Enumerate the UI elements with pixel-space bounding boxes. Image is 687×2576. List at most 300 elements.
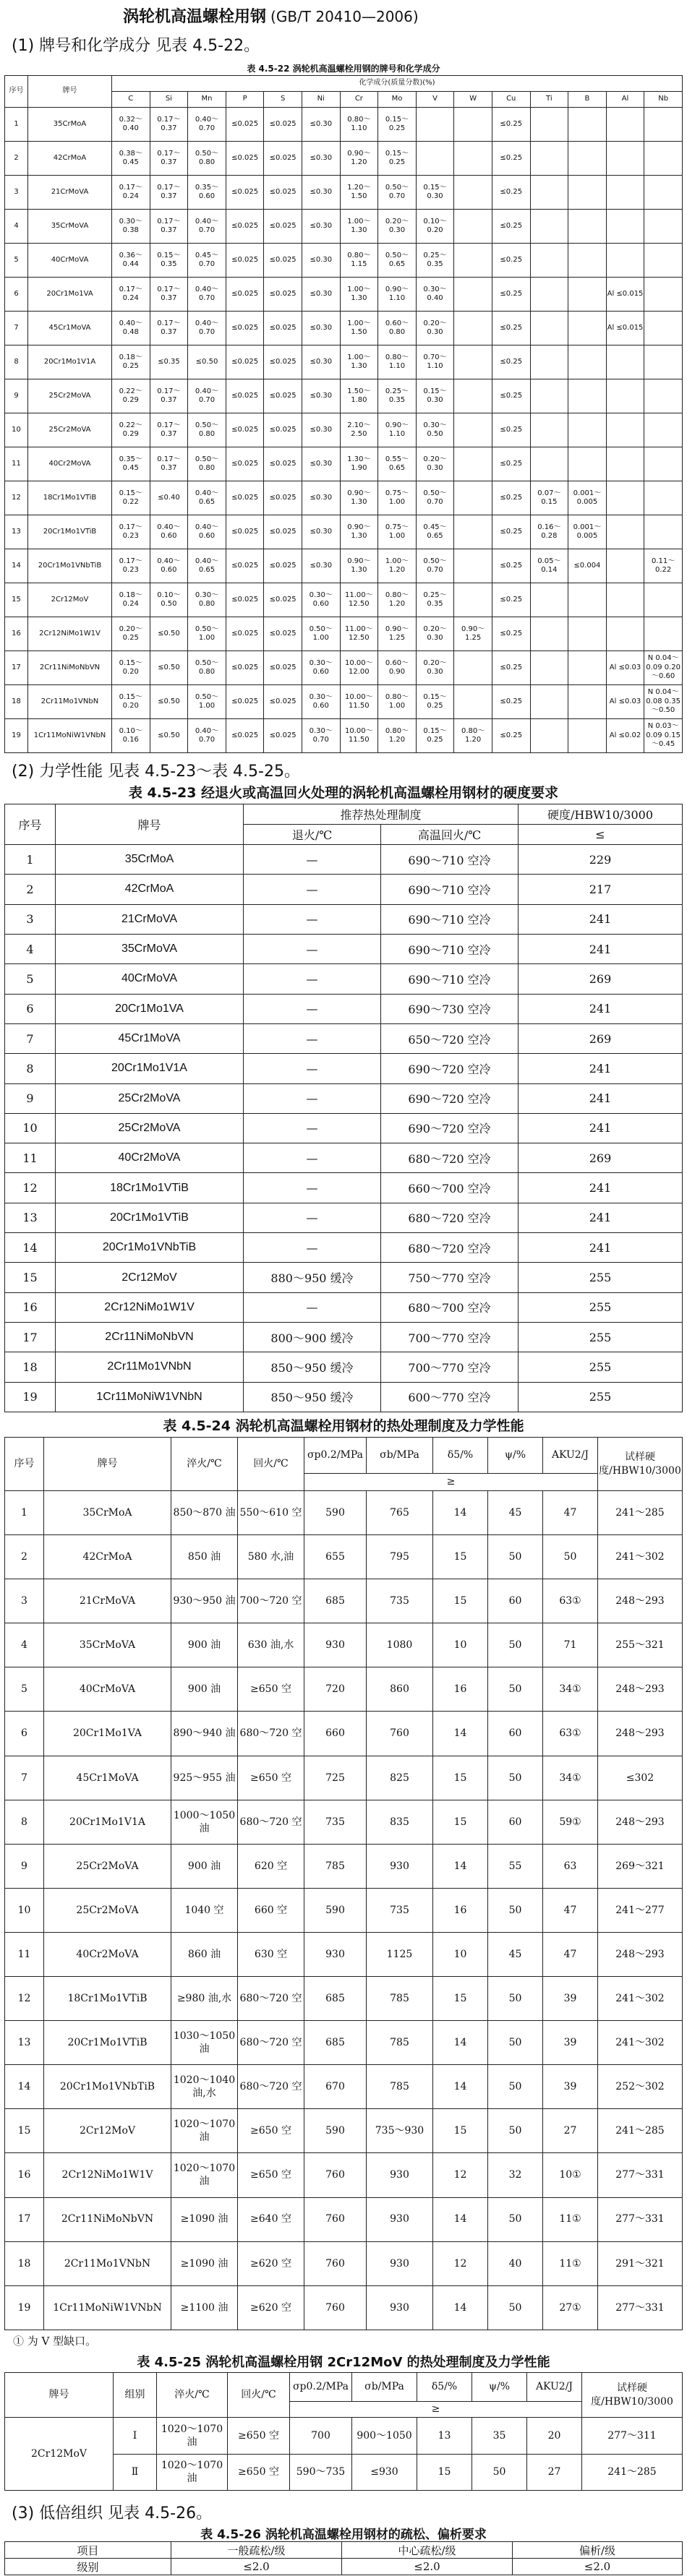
t22-cell: ≤0.25 (492, 278, 530, 312)
table-4-5-25-caption: 表 4.5-25 涡轮机高温螺栓用钢 2Cr12MoV 的热处理制度及力学性能 (137, 2355, 550, 2370)
t22-no: 2 (5, 142, 28, 176)
table-row (5, 845, 683, 875)
t24-rp: 725 (304, 1756, 367, 1800)
t22-cell: ≤0.30 (302, 108, 340, 142)
t23-hb: 241 (519, 934, 683, 963)
t25-head-group: 组别 (114, 2373, 157, 2418)
t24-z: 60 (488, 1712, 543, 1756)
t26-head-general: 一般疏松/级 (171, 2542, 342, 2559)
t22-cell: 0.75～1.00 (378, 481, 417, 515)
t22-cell: ≤0.25 (492, 244, 530, 278)
t22-cell (530, 142, 568, 176)
t25-cell: 27 (527, 2454, 582, 2491)
t23-no: 19 (5, 1382, 56, 1412)
table-row (5, 1667, 683, 1712)
table-row (5, 1800, 683, 1844)
t22-cell: ≤0.25 (492, 549, 530, 583)
t24-rm: 930 (367, 2153, 433, 2197)
t24-hb: 248～293 (598, 1667, 683, 1712)
t23-temper: 690～710 空冷 (381, 964, 519, 994)
section-2-heading: (2) 力学性能 见表 4.5-23～表 4.5-25。 (12, 763, 300, 781)
t22-cell: ≤0.30 (302, 142, 340, 176)
t22-cell: 0.20～0.30 (416, 312, 454, 345)
t22-cell: 0.80～1.20 (378, 583, 417, 617)
t22-cell: ≤0.025 (226, 549, 264, 583)
t24-grade: 35CrMoVA (44, 1623, 171, 1667)
t22-cell: ≤0.025 (226, 379, 264, 413)
t22-grade: 20Cr1Mo1VNbTiB (28, 549, 112, 583)
table-row (5, 2418, 683, 2455)
t24-aku: 50 (543, 1535, 598, 1579)
t22-cell (644, 413, 683, 447)
table-row (5, 1203, 683, 1232)
t22-cell: 0.30～0.60 (302, 685, 340, 719)
t24-q: 930～950 油 (171, 1579, 238, 1623)
t24-no: 2 (5, 1535, 44, 1579)
t24-t: 550～610 空 (238, 1491, 304, 1535)
t24-rm: 785 (367, 2065, 433, 2109)
t22-cell (568, 345, 607, 379)
table-row (5, 685, 683, 719)
t22-cell: 0.90～1.25 (454, 617, 492, 651)
t24-grade: 20Cr1Mo1VTiB (44, 2021, 171, 2065)
t22-cell (644, 108, 683, 142)
table-row (5, 1888, 683, 1932)
t24-a: 14 (433, 2285, 488, 2330)
t24-hb: 277～331 (598, 2197, 683, 2241)
hardness-requirement-table (4, 804, 683, 1412)
t22-cell: 0.10～0.16 (112, 719, 150, 753)
t24-grade: 20Cr1Mo1VNbTiB (44, 2065, 171, 2109)
t22-grade: 40CrMoVA (28, 244, 112, 278)
t22-cell: 0.25～0.35 (416, 583, 454, 617)
t22-cell (606, 617, 644, 651)
t24-head-grade: 牌号 (44, 1438, 171, 1491)
t22-cell: 0.90～1.10 (378, 278, 417, 312)
t24-a: 14 (433, 1844, 488, 1888)
t24-q: 890～940 油 (171, 1712, 238, 1756)
t22-no: 18 (5, 685, 28, 719)
t24-z: 60 (488, 1800, 543, 1844)
t23-temper: 750～770 空冷 (381, 1263, 519, 1292)
t26-cell: ≤2.0 (342, 2559, 513, 2575)
t24-head-no: 序号 (5, 1438, 44, 1491)
t22-grade: 1Cr11MoNiW1VNbN (28, 719, 112, 753)
t22-cell: 0.60～0.80 (378, 312, 417, 345)
t24-no: 6 (5, 1712, 44, 1756)
t24-rp: 760 (304, 2153, 367, 2197)
t22-cell: ≤0.25 (492, 176, 530, 210)
t24-rp: 670 (304, 2065, 367, 2109)
t22-cell: ≤0.30 (302, 413, 340, 447)
t22-cell: 0.55～0.65 (378, 447, 417, 481)
t22-cell: Al ≤0.03 (606, 685, 644, 719)
t22-cell (530, 312, 568, 345)
t22-head-element: B (568, 92, 607, 108)
t23-no: 9 (5, 1083, 56, 1113)
t24-a: 15 (433, 1977, 488, 2021)
t22-cell: ≤0.30 (302, 345, 340, 379)
t23-temper: 690～710 空冷 (381, 875, 519, 904)
t23-no: 7 (5, 1023, 56, 1053)
t26-cell: ≤2.0 (513, 2559, 683, 2575)
t22-cell: 0.15～0.25 (378, 108, 417, 142)
t24-hb: 255～321 (598, 1623, 683, 1667)
t24-a: 14 (433, 1491, 488, 1535)
t24-z: 50 (488, 2065, 543, 2109)
t23-no: 17 (5, 1323, 56, 1352)
t22-cell: 10.00～11.50 (340, 685, 378, 719)
t24-no: 10 (5, 1888, 44, 1932)
t22-cell: ≤0.25 (492, 312, 530, 345)
table-row (5, 2559, 683, 2575)
t22-cell (530, 210, 568, 244)
table-row (5, 549, 683, 583)
table-row (5, 413, 683, 447)
t22-cell (568, 685, 607, 719)
t25-cell: 20 (527, 2418, 582, 2455)
t24-z: 50 (488, 1977, 543, 2021)
t22-cell (454, 447, 492, 481)
t22-cell (454, 345, 492, 379)
t22-cell: 0.17～0.37 (150, 210, 188, 244)
t22-head-element: P (226, 92, 264, 108)
t22-cell: 0.17～0.37 (150, 176, 188, 210)
t23-temper: 680～700 空冷 (381, 1292, 519, 1322)
t22-cell: ≤0.025 (226, 685, 264, 719)
t22-grade: 45Cr1MoVA (28, 312, 112, 345)
t22-cell: 0.32～0.40 (112, 108, 150, 142)
t22-cell: 0.90～1.30 (340, 515, 378, 549)
t22-cell: ≤0.025 (226, 719, 264, 753)
t24-rm: 735 (367, 1888, 433, 1932)
t24-t: 630 油,水 (238, 1623, 304, 1667)
t23-grade: 40CrMoVA (56, 964, 244, 994)
t22-no: 19 (5, 719, 28, 753)
t24-grade: 40Cr2MoVA (44, 1932, 171, 1976)
t22-head-element: Nb (644, 92, 683, 108)
t24-aku: 63 (543, 1844, 598, 1888)
t22-cell (568, 176, 607, 210)
t22-cell: 0.50～0.80 (188, 447, 226, 481)
t22-cell: 0.18～0.25 (112, 345, 150, 379)
t24-hb: ≤302 (598, 1756, 683, 1800)
t22-cell: 0.50～1.00 (302, 617, 340, 651)
t22-cell: 0.30～0.38 (112, 210, 150, 244)
section-1-heading: (1) 牌号和化学成分 见表 4.5-22。 (12, 37, 260, 55)
t24-rm: 765 (367, 1491, 433, 1535)
t24-q: 850 油 (171, 1535, 238, 1579)
t22-cell: 0.17～0.37 (150, 108, 188, 142)
t22-cell: ≤0.025 (264, 312, 302, 345)
table-4-5-26-caption: 表 4.5-26 涡轮机高温螺栓用钢材的疏松、偏析要求 (200, 2528, 487, 2542)
t23-temper: 600～770 空冷 (381, 1382, 519, 1412)
t24-hb: 277～331 (598, 2285, 683, 2330)
t23-grade: 45Cr1MoVA (56, 1023, 244, 1053)
t23-hb: 217 (519, 875, 683, 904)
t24-rp: 685 (304, 1977, 367, 2021)
t22-cell: 0.50～0.80 (188, 142, 226, 176)
t22-cell (568, 447, 607, 481)
t25-head-grade: 牌号 (5, 2373, 114, 2418)
t22-cell: ≤0.25 (492, 651, 530, 685)
t22-cell (454, 312, 492, 345)
table-row (5, 142, 683, 176)
t22-cell: ≤0.25 (492, 481, 530, 515)
t23-temper: 660～700 空冷 (381, 1173, 519, 1203)
t23-anneal: — (244, 1083, 381, 1113)
table-row (5, 875, 683, 904)
t24-rm: 735～930 (367, 2109, 433, 2153)
t24-rm: 785 (367, 2021, 433, 2065)
t22-cell: ≤0.30 (302, 549, 340, 583)
t26-row-label: 级别 (5, 2559, 171, 2575)
t22-cell (644, 515, 683, 549)
t24-t: 620 空 (238, 1844, 304, 1888)
t22-cell: ≤0.004 (568, 549, 607, 583)
t22-grade: 42CrMoA (28, 142, 112, 176)
t24-z: 45 (488, 1491, 543, 1535)
t22-cell: 0.15～0.25 (416, 719, 454, 753)
t22-cell: 1.50～1.80 (340, 379, 378, 413)
t22-cell (568, 617, 607, 651)
t23-hb: 241 (519, 904, 683, 934)
t22-head-element: Mn (188, 92, 226, 108)
t24-hb: 241～302 (598, 1977, 683, 2021)
table-row (5, 583, 683, 617)
table-row (5, 1491, 683, 1535)
t22-cell (606, 481, 644, 515)
t22-cell (644, 583, 683, 617)
t24-z: 50 (488, 2197, 543, 2241)
t22-head-element: Cr (340, 92, 378, 108)
t25-head-temper: 回火/℃ (228, 2373, 290, 2418)
t22-cell: ≤0.30 (302, 481, 340, 515)
t22-cell: 0.35～0.60 (188, 176, 226, 210)
t22-cell: 0.15～0.30 (416, 379, 454, 413)
t22-cell (568, 108, 607, 142)
t24-z: 50 (488, 1623, 543, 1667)
t23-hb: 241 (519, 1113, 683, 1143)
t22-head-element: Cu (492, 92, 530, 108)
t24-hb: 241～285 (598, 1491, 683, 1535)
t24-grade: 1Cr11MoNiW1VNbN (44, 2285, 171, 2330)
t22-cell: N 0.03～0.09 0.15～0.45 (644, 719, 683, 753)
table-row (5, 1323, 683, 1352)
table-row (5, 1382, 683, 1412)
t24-aku: 11① (543, 2241, 598, 2285)
t24-hb: 248～293 (598, 1932, 683, 1976)
t22-cell: 0.001～0.005 (568, 481, 607, 515)
t22-cell: N 0.04～0.09 0.20～0.60 (644, 651, 683, 685)
t22-cell: 0.30～0.60 (302, 583, 340, 617)
t23-no: 18 (5, 1352, 56, 1382)
t23-hb: 241 (519, 1233, 683, 1263)
t22-grade: 20Cr1Mo1V1A (28, 345, 112, 379)
t23-hb: 241 (519, 1054, 683, 1083)
t24-grade: 42CrMoA (44, 1535, 171, 1579)
t22-cell: 2.10～2.50 (340, 413, 378, 447)
t24-aku: 39 (543, 2065, 598, 2109)
t24-hb: 248～293 (598, 1579, 683, 1623)
t22-no: 1 (5, 108, 28, 142)
table-row (5, 904, 683, 934)
t23-temper: 690～720 空冷 (381, 1054, 519, 1083)
t24-rp: 930 (304, 1932, 367, 1976)
t22-cell (568, 312, 607, 345)
t23-grade: 2Cr11Mo1VNbN (56, 1352, 244, 1382)
table-row (5, 617, 683, 651)
t22-cell: ≤0.25 (492, 515, 530, 549)
t23-no: 1 (5, 845, 56, 875)
t24-head-temper: 回火/℃ (238, 1438, 304, 1491)
t24-a: 12 (433, 2241, 488, 2285)
t22-cell (606, 176, 644, 210)
t22-cell: 0.17～0.37 (150, 447, 188, 481)
t22-no: 13 (5, 515, 28, 549)
table-row (5, 2241, 683, 2285)
t24-a: 12 (433, 2153, 488, 2197)
t23-grade: 2Cr12NiMo1W1V (56, 1292, 244, 1322)
t25-head-quench: 淬火/℃ (157, 2373, 228, 2418)
t23-hb: 241 (519, 1173, 683, 1203)
t23-grade: 1Cr11MoNiW1VNbN (56, 1382, 244, 1412)
t23-temper: 690～720 空冷 (381, 1083, 519, 1113)
t24-q: ≥1090 油 (171, 2197, 238, 2241)
t22-cell (606, 583, 644, 617)
t23-no: 13 (5, 1203, 56, 1232)
t22-grade: 18Cr1Mo1VTiB (28, 481, 112, 515)
t22-grade: 40Cr2MoVA (28, 447, 112, 481)
t22-no: 15 (5, 583, 28, 617)
t22-no: 3 (5, 176, 28, 210)
t22-cell: 1.00～1.30 (340, 210, 378, 244)
t24-head-a: δ5/% (433, 1438, 488, 1474)
t23-no: 6 (5, 994, 56, 1023)
t24-no: 19 (5, 2285, 44, 2330)
t22-no: 10 (5, 413, 28, 447)
t24-t: 680～720 空 (238, 2065, 304, 2109)
t23-no: 8 (5, 1054, 56, 1083)
t23-grade: 35CrMoA (56, 845, 244, 875)
table-row (5, 515, 683, 549)
t24-t: 660 空 (238, 1888, 304, 1932)
t23-temper: 690～710 空冷 (381, 904, 519, 934)
t24-q: ≥1100 油 (171, 2285, 238, 2330)
t24-q: ≥1090 油 (171, 2241, 238, 2285)
t22-cell: ≤0.025 (226, 583, 264, 617)
t24-a: 10 (433, 1932, 488, 1976)
t22-head-element: Al (606, 92, 644, 108)
t24-rp: 930 (304, 1623, 367, 1667)
t24-rp: 590 (304, 2109, 367, 2153)
t25-head-z: ψ/% (472, 2373, 527, 2402)
t23-hb: 255 (519, 1323, 683, 1352)
t22-cell: 0.07～0.15 (530, 481, 568, 515)
t23-head-grade: 牌号 (56, 804, 244, 845)
t23-anneal: — (244, 1023, 381, 1053)
t23-no: 14 (5, 1233, 56, 1263)
t24-no: 7 (5, 1756, 44, 1800)
t23-hb: 255 (519, 1382, 683, 1412)
t24-z: 60 (488, 1579, 543, 1623)
t22-cell: ≤0.50 (150, 651, 188, 685)
t22-cell: 0.40～0.60 (188, 515, 226, 549)
t22-cell: Al ≤0.03 (606, 651, 644, 685)
t24-t: ≥650 空 (238, 1667, 304, 1712)
t24-a: 14 (433, 1712, 488, 1756)
t22-cell (530, 413, 568, 447)
t22-cell: 0.17～0.24 (112, 278, 150, 312)
t26-head-center: 中心疏松/级 (342, 2542, 513, 2559)
2cr12mov-properties-table (4, 2372, 683, 2491)
t24-hb: 291～321 (598, 2241, 683, 2285)
t22-cell: ≤0.40 (150, 481, 188, 515)
t25-head-ge: ≥ (290, 2402, 582, 2418)
t22-cell: Al ≤0.015 (606, 312, 644, 345)
t22-cell: ≤0.30 (302, 244, 340, 278)
t24-rp: 685 (304, 2021, 367, 2065)
t22-cell: N 0.04～0.08 0.35～0.50 (644, 685, 683, 719)
table-row (5, 210, 683, 244)
t22-cell (606, 244, 644, 278)
t25-cell: 50 (472, 2454, 527, 2491)
t24-rp: 685 (304, 1579, 367, 1623)
t23-grade: 21CrMoVA (56, 904, 244, 934)
t22-cell (644, 312, 683, 345)
mechanical-properties-table (4, 1437, 683, 2330)
t24-head-z: ψ/% (488, 1438, 543, 1474)
table-row (5, 2109, 683, 2153)
t22-cell: ≤0.30 (302, 176, 340, 210)
t22-cell (530, 379, 568, 413)
t22-cell (568, 278, 607, 312)
t23-temper: 690～710 空冷 (381, 845, 519, 875)
t22-cell: ≤0.50 (150, 617, 188, 651)
t25-cell: 277～311 (582, 2418, 683, 2455)
table-row (5, 994, 683, 1023)
table-row (5, 2153, 683, 2197)
t23-anneal: — (244, 1173, 381, 1203)
t22-no: 16 (5, 617, 28, 651)
t22-cell (606, 447, 644, 481)
t23-head-le: ≤ (519, 825, 683, 845)
t22-cell: ≤0.25 (492, 379, 530, 413)
t22-cell: ≤0.025 (264, 244, 302, 278)
t23-hb: 241 (519, 994, 683, 1023)
standard-code: (GB/T 20410—2006) (270, 8, 419, 25)
t24-grade: 20Cr1Mo1V1A (44, 1800, 171, 1844)
t24-aku: 11① (543, 2197, 598, 2241)
t23-grade: 40Cr2MoVA (56, 1143, 244, 1173)
t22-cell: ≤0.025 (264, 176, 302, 210)
t22-cell: ≤0.025 (264, 108, 302, 142)
table-row (5, 1844, 683, 1888)
t24-no: 14 (5, 2065, 44, 2109)
t22-grade: 21CrMoVA (28, 176, 112, 210)
t22-cell (454, 651, 492, 685)
t24-footnote: ① 为 V 型缺口。 (13, 2335, 97, 2348)
t24-q: 1000～1050 油 (171, 1800, 238, 1844)
t24-rp: 655 (304, 1535, 367, 1579)
t22-cell: 0.40～0.48 (112, 312, 150, 345)
t24-rm: 930 (367, 2285, 433, 2330)
t22-cell: ≤0.025 (226, 617, 264, 651)
t22-grade: 35CrMoA (28, 108, 112, 142)
t24-grade: 35CrMoA (44, 1491, 171, 1535)
t24-t: ≥650 空 (238, 2109, 304, 2153)
table-row (5, 345, 683, 379)
